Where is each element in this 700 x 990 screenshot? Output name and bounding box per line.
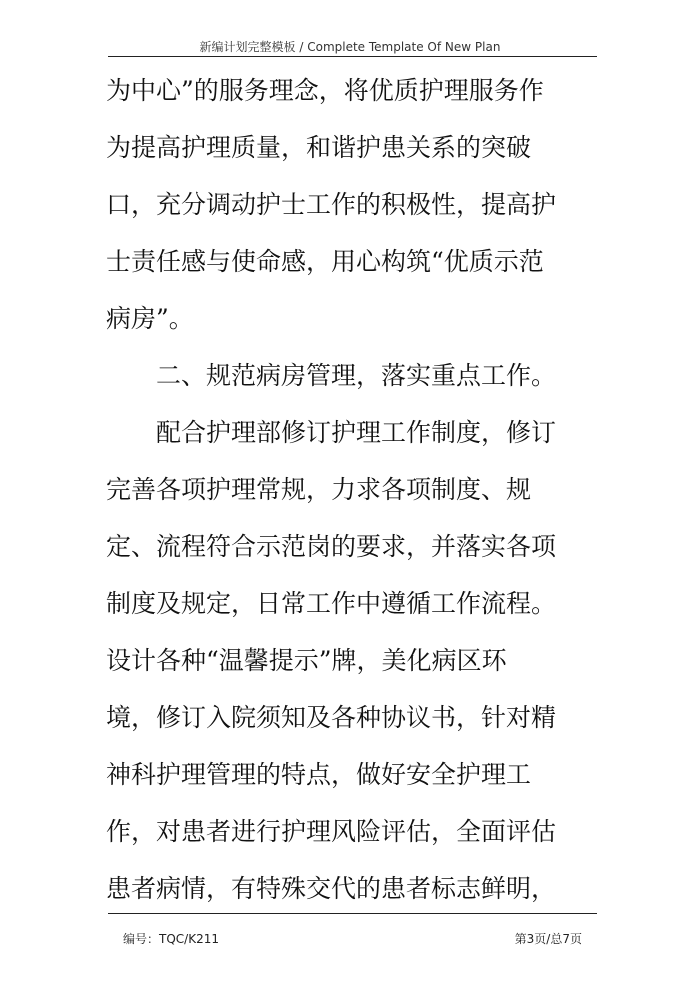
body-line: 神科护理管理的特点，做好安全护理工 xyxy=(106,760,532,789)
page-number: 第3页/总7页 xyxy=(514,932,582,946)
header-divider xyxy=(108,56,597,57)
body-line: 制度及规定，日常工作中遵循工作流程。 xyxy=(106,589,557,618)
body-line: 作，对患者进行护理风险评估，全面评估 xyxy=(106,817,557,846)
body-line: 为中心”的服务理念，将优质护理服务作 xyxy=(106,76,544,105)
body-line: 完善各项护理常规，力求各项制度、规 xyxy=(106,475,532,504)
body-line: 为提高护理质量，和谐护患关系的突破 xyxy=(106,133,532,162)
body-line: 患者病情，有特殊交代的患者标志鲜明， xyxy=(106,874,557,903)
document-body xyxy=(106,62,606,917)
body-line: 口，充分调动护士工作的积极性，提高护 xyxy=(106,190,557,219)
page-header-title: 新编计划完整模板 / Complete Template Of New Plan xyxy=(199,40,501,54)
section-heading: 二、规范病房管理，落实重点工作。 xyxy=(106,361,557,390)
body-line: 定、流程符合示范岗的要求，并落实各项 xyxy=(106,532,557,561)
footer-divider xyxy=(108,913,597,914)
document-number: 编号：TQC/K211 xyxy=(123,932,219,946)
body-line: 病房”。 xyxy=(106,304,194,333)
body-line: 士责任感与使命感，用心构筑“优质示范 xyxy=(106,247,544,276)
body-line: 境，修订入院须知及各种协议书，针对精 xyxy=(106,703,557,732)
body-line: 设计各种“温馨提示”牌，美化病区环 xyxy=(106,646,507,675)
body-line: 配合护理部修订护理工作制度，修订 xyxy=(106,418,557,447)
